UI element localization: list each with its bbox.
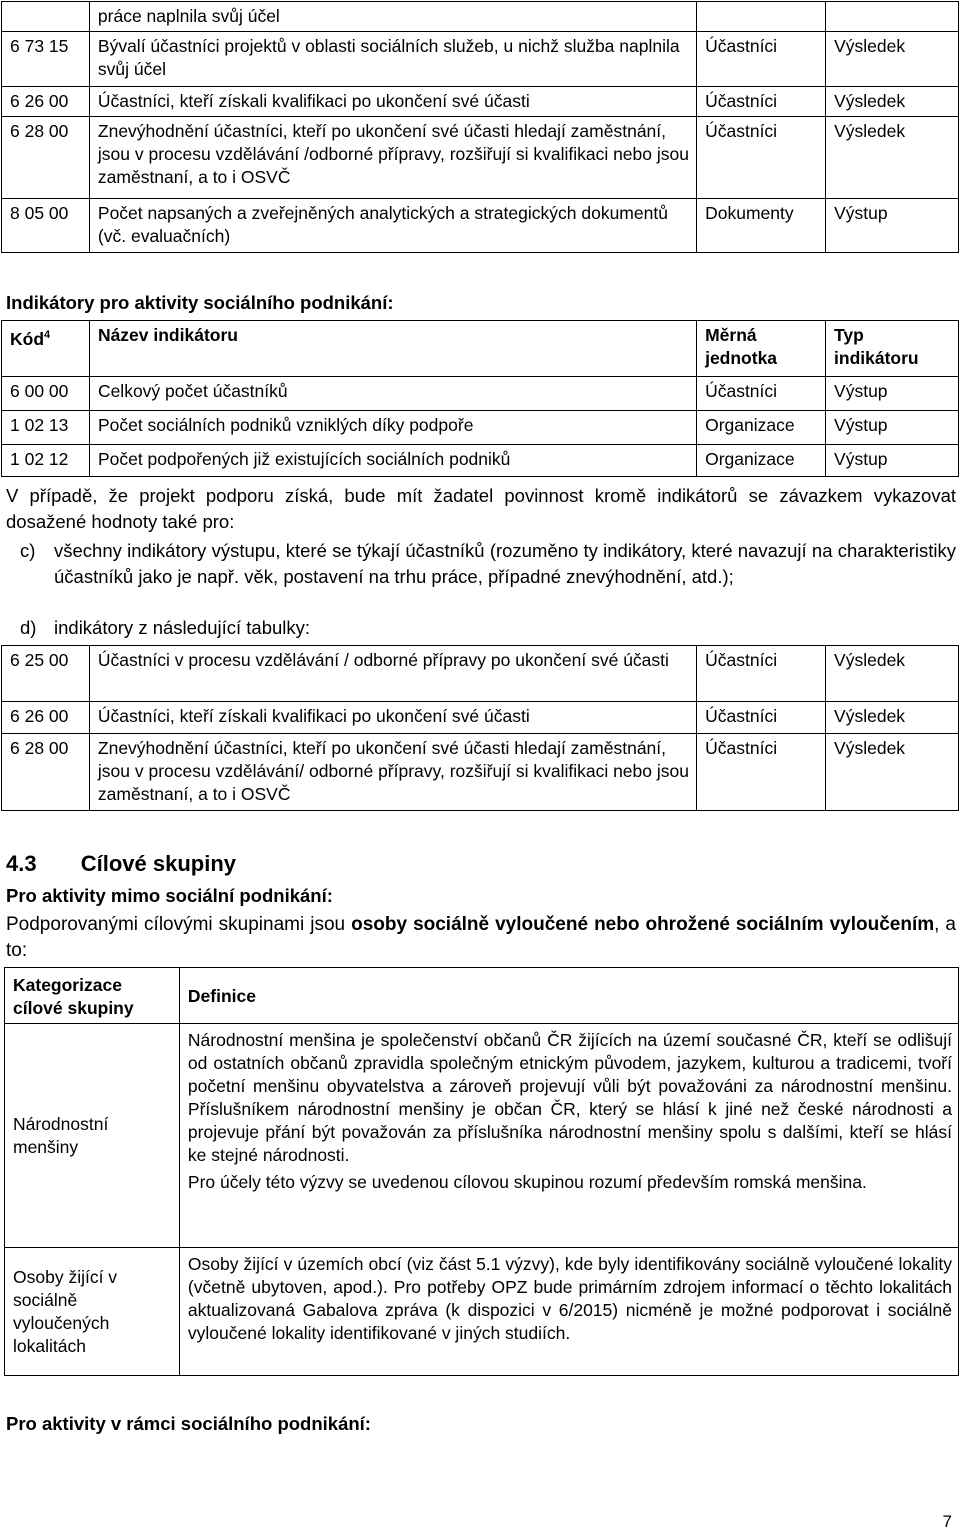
cell-name: Účastníci v procesu vzdělávání / odborné přípravy po ukončení své účasti <box>89 646 696 702</box>
cell-name: Bývalí účastníci projektů v oblasti sociálních služeb, u nichž služba naplnila svůj účel <box>89 32 696 87</box>
header-type: Typ indikátoru <box>826 321 959 377</box>
cell-code: 6 25 00 <box>2 646 90 702</box>
list-item <box>20 615 956 641</box>
cell-type: Výstup <box>826 199 959 253</box>
target-prefix: Podporovanými cílovými skupinami jsou <box>6 914 352 935</box>
definition-paragraph: Pro účely této výzvy se uvedenou cílovou skupinou rozumí především romská menšina. <box>187 1172 867 1192</box>
table-row <box>2 2 959 32</box>
header-unit: Měrná jednotka <box>697 321 826 377</box>
cell-name: Celkový počet účastníků <box>89 377 696 411</box>
definition-paragraph: Národnostní menšina je společenství občanů ČR žijících na území současné ČR, kteří se odlišují od ostatních občanů zpravidla společným etnickým původem, jazykem, kulturou a tradicemi, tvoří početní menšinu obyvatelstva a zároveň projevují vůli být považováni za národnostní menšinu. Příslušníkem národnostní menšiny je občan ČR, který se hlásí k jiné než české národnosti a projevuje přání být považován za příslušníka národnostní menšiny spolu s dalšími, kteří se hlásí ke stejné národnosti. <box>187 1030 952 1165</box>
target-bold: osoby sociálně vyloučené nebo ohrožené sociálním vyloučením <box>351 914 935 935</box>
cell-type: Výstup <box>826 445 959 477</box>
list-text: všechny indikátory výstupu, které se týkají účastníků (rozuměno ty indikátory, které navazují na charakteristiky účastníků jako je např. věk, postavení na trhu práce, případné znevýhodnění, atd.); <box>54 540 956 587</box>
cell-type: Výstup <box>826 377 959 411</box>
table-row <box>2 32 959 87</box>
table-row <box>5 1248 959 1376</box>
intro-paragraph: V případě, že projekt podporu získá, bude mít žadatel povinnost kromě indikátorů se závazkem vykazovat dosažené hodnoty také pro: <box>6 485 956 532</box>
cell-name: Počet napsaných a zveřejněných analytických a strategických dokumentů (vč. evaluačních) <box>89 199 696 253</box>
indicator-table-following <box>1 645 959 811</box>
cell-category: Národnostní menšiny <box>5 1024 180 1248</box>
cell-type: Výsledek <box>826 117 959 199</box>
heading-social-indicators: Indikátory pro aktivity sociálního podnikání: <box>6 292 394 313</box>
table-row <box>2 377 959 411</box>
table-row <box>2 702 959 734</box>
cell-type: Výstup <box>826 411 959 445</box>
cell-definition <box>179 1024 958 1248</box>
list-marker: c) <box>20 540 36 561</box>
cell-definition <box>179 1248 958 1376</box>
cell-unit: Účastníci <box>697 87 826 117</box>
cell-unit <box>697 2 826 32</box>
cell-code: 6 26 00 <box>2 702 90 734</box>
cell-name: Účastníci, kteří získali kvalifikaci po ukončení své účasti <box>89 702 696 734</box>
table-row <box>2 646 959 702</box>
cell-unit: Dokumenty <box>697 199 826 253</box>
section-number: 4.3 <box>6 851 37 876</box>
cell-code: 1 02 12 <box>2 445 90 477</box>
table-row <box>2 199 959 253</box>
target-groups-paragraph <box>6 912 956 964</box>
definition-paragraph: Osoby žijící v územích obcí (viz část 5.1 výzvy), kde byly identifikovány sociálně vyloučené lokality (včetně ubytoven, apod.). Pro potřeby OPZ bude primárním zdrojem informací o těchto lokalitách aktualizovaná Gabalova zpráva (k dispozici v 6/2015) nicméně je možné podporovat i sociálně vyloučené lokality identifikované v jiných studiích. <box>187 1254 952 1343</box>
cell-unit: Účastníci <box>697 117 826 199</box>
cell-type <box>826 2 959 32</box>
header-category: Kategorizace cílové skupiny <box>5 968 180 1024</box>
table-row <box>5 1024 959 1248</box>
page-number: 7 <box>942 1512 952 1531</box>
table-row <box>2 445 959 477</box>
cell-name: Znevýhodnění účastníci, kteří po ukončení své účasti hledají zaměstnání, jsou v procesu vzdělávání/ odborné přípravy, rozšiřují si kvalifikaci nebo jsou zaměstnaní, a to i OSVČ <box>89 734 696 811</box>
cell-unit: Účastníci <box>697 702 826 734</box>
subheading-outside: Pro aktivity mimo sociální podnikání: <box>6 885 333 906</box>
cell-code: 8 05 00 <box>2 199 90 253</box>
section-heading <box>6 850 236 878</box>
header-name: Název indikátoru <box>89 321 696 377</box>
cell-code: 6 26 00 <box>2 87 90 117</box>
cell-type: Výsledek <box>826 32 959 87</box>
cell-unit: Organizace <box>697 411 826 445</box>
section-title: Cílové skupiny <box>80 851 236 876</box>
header-code-label: Kód <box>10 328 45 349</box>
table-header-row <box>5 968 959 1024</box>
indicator-table-top <box>1 1 959 253</box>
cell-name: Počet podpořených již existujících sociálních podniků <box>89 445 696 477</box>
cell-code: 6 28 00 <box>2 117 90 199</box>
definitions-table <box>4 967 959 1376</box>
table-header-row <box>2 321 959 377</box>
indicator-table-social <box>1 320 959 477</box>
cell-type: Výsledek <box>826 87 959 117</box>
cell-name: Účastníci, kteří získali kvalifikaci po ukončení své účasti <box>89 87 696 117</box>
cell-unit: Účastníci <box>697 377 826 411</box>
table-row <box>2 117 959 199</box>
header-code <box>2 321 90 377</box>
table-row <box>2 411 959 445</box>
list-marker: d) <box>20 617 37 638</box>
cell-unit: Účastníci <box>697 734 826 811</box>
table-row <box>2 87 959 117</box>
cell-code: 1 02 13 <box>2 411 90 445</box>
cell-name: Znevýhodnění účastníci, kteří po ukončení své účasti hledají zaměstnání, jsou v procesu vzdělávání /odborné přípravy, rozšiřují si kvalifikaci nebo jsou zaměstnaní, a to i OSVČ <box>89 117 696 199</box>
cell-code: 6 28 00 <box>2 734 90 811</box>
table-row <box>2 734 959 811</box>
cell-type: Výsledek <box>826 646 959 702</box>
cell-unit: Účastníci <box>697 32 826 87</box>
cell-name: Počet sociálních podniků vzniklých díky podpoře <box>89 411 696 445</box>
subheading-within: Pro aktivity v rámci sociálního podnikání: <box>6 1413 371 1434</box>
cell-type: Výsledek <box>826 702 959 734</box>
footnote-marker: 4 <box>44 329 51 341</box>
cell-code: 6 73 15 <box>2 32 90 87</box>
cell-type: Výsledek <box>826 734 959 811</box>
list-item <box>20 538 956 589</box>
header-definition: Definice <box>179 968 958 1024</box>
list-text: indikátory z následující tabulky: <box>54 617 311 638</box>
cell-unit: Účastníci <box>697 646 826 702</box>
cell-category: Osoby žijící v sociálně vyloučených lokalitách <box>5 1248 180 1376</box>
cell-code <box>2 2 90 32</box>
target-suffix: , a to: <box>6 914 957 961</box>
cell-unit: Organizace <box>697 445 826 477</box>
cell-name: práce naplnila svůj účel <box>89 2 696 32</box>
cell-code: 6 00 00 <box>2 377 90 411</box>
